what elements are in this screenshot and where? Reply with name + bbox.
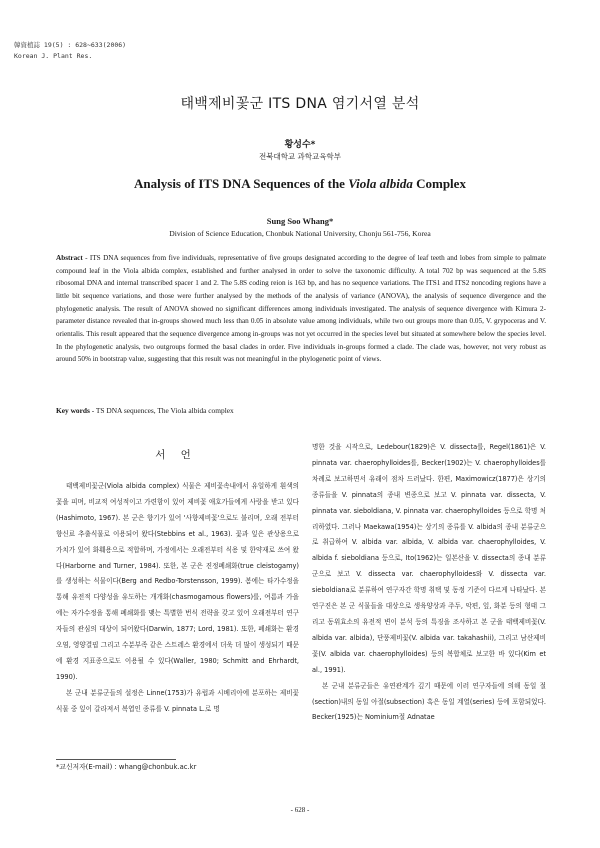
journal-header [14, 40, 126, 62]
right-paragraph-1: 명한 것을 시작으로, Ledebour(1829)은 V. dissecta를, Regel(1861)은 V. pinnata var. chaerophylloides를, Becker(1902)는 V. chaerophylloides를 차례로 보고하면서 유래이 점차 드러났다. 한편, Maximowicz(1877)은 상기의 종류들을 V. pinnata의 종내 변종으로 보고 V. pinnata var. dissecta, V. pinnata var. sieboldiana, V. pinnata var. chaerophylloides 등으로 학명 처리하였다. 그러나 Maekawa(1954)는 상기의 종류를 V. albida의 종내 분류군으로 취급하여 V. albida var. albida, V. albida var. chaerophylloides, V. albida f. sieboldiana 등으로, Ito(1962)는 일본산을 V. dissecta의 종내 분류군으로 보고 V. dissecta var. chaerophylloides와 V. dissecta var. sieboldiana로 분류하여 연구자간 학명 취택 및 동정 기준이 다르게 나타났다. 본 연구진은 본 군 식물들을 대상으로 생육양상과 주두, 악편, 잎, 화분 등의 형태 그리고 동위효소의 유전적 변이 분석 등의 특징을 조사하고 본 군을 태백제비꽃(V. albida var. albida), 단풍제비꽃(V. albida var. takahashii), 그리고 남산제비꽃(V. albida var. chaerophylloides) 등의 복합체로 보고한 바 있다(Kim et al., 1991). [312, 443, 546, 674]
right-column [312, 440, 546, 726]
journal-name: Korean J. Plant Res. [14, 52, 93, 60]
title-suffix: Complex [412, 176, 466, 191]
title-species: Viola albida [348, 176, 413, 191]
keywords-label: Key words [56, 406, 90, 415]
left-column [56, 479, 299, 718]
left-paragraph-1: 태백제비꽃군(Viola albida complex) 식물은 제비꽃속내에서 유일하게 흰색의 꽃을 피며, 비교적 여성적이고 가련함이 있어 제비꽃 애호가들에게 사랑을 받고 있다(Hashimoto, 1967). 본 군은 향기가 있어 '사향제비꽃'으로도 불리며, 오래 전부터 향신료 추출식물로 이용되어 왔다(Stebbins et al., 1963). 꽃과 잎은 관상용으로 가치가 있어 화훼용으로 적합하며, 가정에서는 오래전부터 식용 및 한약재로 쓰여 왔다(Harborne and Turner, 1984). 또한, 본 군은 진정폐쇄화(true cleistogamy)를 생성하는 식물이다(Berg and Redbo-Torstensson, 1999). 봄에는 타가수정을 통해 유전적 다양성을 유도하는 개개화(chasmogamous flowers)를, 여름과 가을에는 자가수정을 통해 폐쇄화를 맺는 특별한 번식 전략을 갖고 있어 오래전부터 연구자들의 관심의 대상이 되어왔다(Darwin, 1877; Lord, 1981). 또한, 폐쇄화는 환경오염, 영양결핍 그리고 수분부족 같은 스트레스 환경에서 더욱 더 많이 생성되기 때문에 환경 지표종으로도 이용될 수 있다(Waller, 1980; Schmitt and Ehrhardt, 1990). [56, 482, 299, 681]
abstract [56, 252, 546, 366]
english-title [0, 176, 600, 192]
abstract-label: Abstract [56, 254, 83, 262]
left-paragraph-2: 본 군내 분류군들의 설정은 Linne(1753)가 유럽과 시베리아에 분포하는 제비꽃 식물 중 잎이 갈라져서 복엽인 종류를 V. pinnata L.로 명 [56, 688, 299, 713]
page-number: - 628 - [290, 806, 310, 814]
title-prefix: Analysis of ITS DNA Sequences of the [134, 176, 349, 191]
keywords-text: - TS DNA sequences, The Viola albida complex [89, 406, 234, 415]
korean-author: 황성수* [284, 140, 316, 150]
english-affiliation: Division of Science Education, Chonbuk National University, Chonju 561-756, Korea [169, 229, 431, 238]
abstract-text: - ITS DNA sequences from five individuals, representative of five groups designated according to the degree of leaf teeth and lobes from simple to palmate compound leaf in the Viola albida complex, established and further analysed in order to solve the taxonomic difficulty. A total 702 bp was sequenced at the 5.8S ribosomal DNA and internal transcribed spacer 1 and 2. The 5.8S coding reion is 163 bp, and has no sequence variations. The ITS1 and ITS2 noncoding regions have a little bit sequence variations, and those were further analysed by the methods of the analysis of variance (ANOVA), the analysis of sequence divergence and the phylogenetic analysis. The result of ANOVA showed no significant differences among individuals investigated. The analysis of sequence divergence with Kimura 2-parameter distance revealed that in-groups showed much less than 0.05 in absolute value among individuals, while two out groups more than 0.05, V. grypoceras and V. orientalis. This result appeared that the sequence divergence among in-groups was not yet occurred in the species level but situated at somewhere below the species level. In the phylogenetic analysis, two outgroups formed the basal clades in order. Five individuals in-groups formed a clade. The clade was, however, not very robust as around 50% in bootstrap value, suggesting that this result was not meaningful in the phylogenetic point of views. [56, 254, 546, 364]
section-heading: 서 언 [155, 449, 197, 461]
english-author: Sung Soo Whang* [266, 216, 334, 226]
footnote: *교신저자(E-mail) : whang@chonbuk.ac.kr [56, 763, 197, 771]
right-paragraph-2: 본 군내 분류군들은 유연관계가 깊기 때문에 이러 연구자들에 의해 동일 절(section)내의 동일 아절(subsection) 혹은 동일 계열(series) 등에 포함되었다. Becker(1925)는 Nominium절 Adnatae [312, 681, 546, 722]
keywords [56, 406, 546, 415]
korean-affiliation: 전북대학교 과학교육학부 [258, 152, 342, 161]
korean-title: 태백제비꽃군 ITS DNA 염기서열 분석 [180, 96, 420, 112]
journal-citation: 韓資植誌 19(5) : 628~633(2006) [14, 41, 127, 49]
footnote-divider [56, 759, 176, 760]
